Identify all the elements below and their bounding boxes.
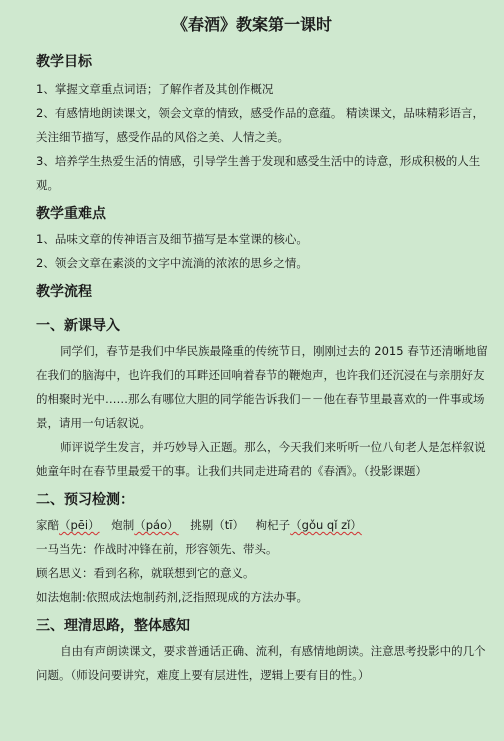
section1-heading: 一、新课导入 [36,318,120,334]
key-point-item: 2、领会文章在素淡的文字中流淌的浓浓的思乡之情。 [36,256,308,270]
pinyin: （páo） [134,518,179,532]
vocab-item: 枸杞子（gǒu qǐ zǐ） [255,518,362,532]
section1-body [36,339,488,483]
section3-heading: 三、理清思路，整体感知 [36,618,190,634]
pinyin: （pēi） [59,518,100,532]
vocab-item: 炮制（páo） [111,518,179,532]
definition-line: 如法炮制:依照成法炮制药剂,泛指照现成的方法办事。 [36,590,309,604]
pinyin: （gǒu qǐ zǐ） [290,518,362,532]
key-point-item: 1、品味文章的传神语言及细节描写是本堂课的核心。 [36,232,308,246]
section2-body [36,513,488,609]
reading-paragraph: 自由有声朗读课文，要求普通话正确、流利，有感情地朗读。注意思考投影中的几个问题。（师设问要讲究，难度上要有层进性，逻辑上要有目的性。） [36,644,486,682]
goal-item: 2、有感情地朗读课文，领会文章的情致，感受作品的意蕴。 精读课文，品味精彩语言，关注细节描写，感受作品的风俗之美、人情之美。 [36,106,484,144]
vocab-item: 挑剔（tī） [190,518,244,532]
process-heading: 教学流程 [36,284,92,300]
key-points-list [36,227,488,275]
key-points-heading: 教学重难点 [36,206,106,222]
definition-line: 顾名思义：看到名称，就联想到它的意义。 [36,566,255,580]
page-title: 《春酒》教案第一课时 [171,15,332,34]
goal-item: 1、掌握文章重点词语；了解作者及其创作概况 [36,82,274,96]
goals-heading: 教学目标 [36,54,92,70]
definition-line: 一马当先：作战时冲锋在前，形容领先、带头。 [36,542,278,556]
vocab-line [36,513,488,537]
intro-paragraph: 同学们，春节是我们中华民族最隆重的传统节日，刚刚过去的 2015 春节还清晰地留在我们的脑海中，也许我们的耳畔还回响着春节的鞭炮声，也许我们还沉浸在与亲朋好友的相聚时光中……那么有哪位大胆的同学能告诉我们－－他在春节里最喜欢的一件事或场景，请用一句话叙说。 [36,344,488,430]
pinyin: （tī） [213,518,244,532]
goals-list [36,77,488,197]
section3-body [36,639,488,687]
section2-heading: 二、预习检测： [36,492,134,508]
vocab-item: 家醅（pēi） [36,518,100,532]
goal-item: 3、培养学生热爱生活的情感，引导学生善于发现和感受生活中的诗意，形成积极的人生观。 [36,154,481,192]
intro-paragraph: 师评说学生发言，并巧妙导入正题。那么，今天我们来听听一位八旬老人是怎样叙说她童年时在春节里最爱干的事。让我们共同走进琦君的《春酒》。（投影课题） [36,440,486,478]
